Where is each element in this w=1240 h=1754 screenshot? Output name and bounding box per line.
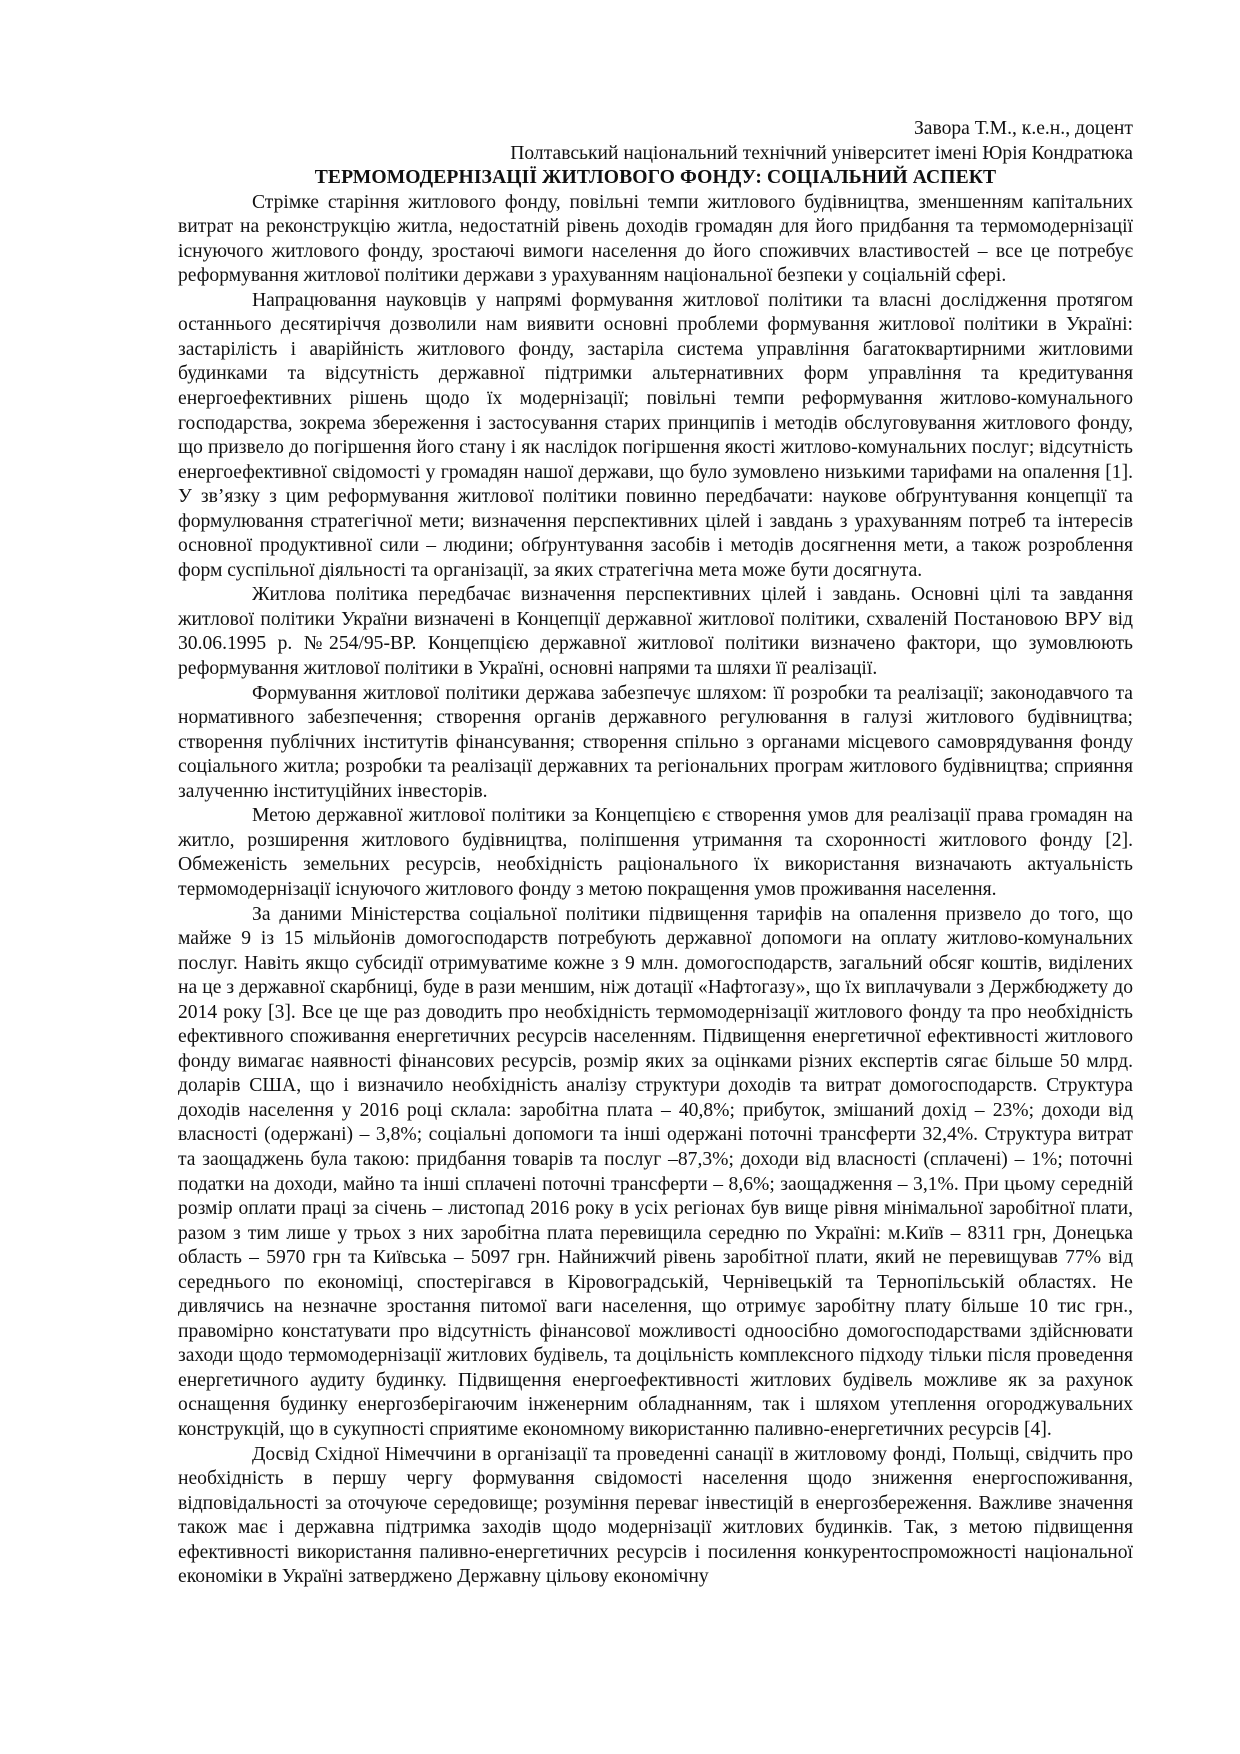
paragraph-6: За даними Міністерства соціальної політики підвищення тарифів на опалення призвело до того, що майже 9 із 15 мільйонів домогосподарств потребують державної допомоги на оплату житлово-комунальних послуг. Навіть якщо субсидії отримуватиме кожне з 9 млн. домогосподарств, загальний обсяг коштів, виділених на це з державної скарбниці, буде в рази меншим, ніж дотації «Нафтогазу», що їх виплачували з Держбюджету до 2014 року [3]. Все це ще раз доводить про необхідність термомодернізації житлового фонду та про необхідність ефективного споживання енергетичних ресурсів населенням. Підвищення енергетичної ефективності житлового фонду вимагає наявності фінансових ресурсів, розмір яких за оцінками різних експертів сягає більше 50 млрд. доларів США, що і визначило необхідність аналізу структури доходів та витрат домогосподарств. Структура доходів населення у 2016 році склала: заробітна плата – 40,8%; прибуток, змішаний дохід – 23%; доходи від власності (одержані) – 3,8%; соціальні допомоги та інші одержані поточні трансферти 32,4%. Структура витрат та заощаджень була такою: придбання товарів та послуг –87,3%; доходи від власності (сплачені) – 1%; поточні податки на доходи, майно та інші сплачені поточні трансферти – 8,6%; заощадження – 3,1%. При цьому середній розмір оплати праці за січень – листопад 2016 року в усіх регіонах був вище рівня мінімальної заробітної плати, разом з тим лише у трьох з них заробітна плата перевищила середню по Україні: м.Київ – 8311 грн, Донецька область – 5970 грн та Київська – 5097 грн. Найнижчий рівень заробітної плати, який не перевищував 77% від середнього по економіці, спостерігався в Кіровоградській, Чернівецькій та Тернопільській областях. Не дивлячись на незначне зростання питомої ваги населення, що отримує заробітну плату більше 10 тис грн., правомірно констатувати про відсутність фінансової можливості одноосібно домогосподарствами здійснювати заходи щодо термомодернізації житлових будівель, та доцільність комплексного підходу тільки після проведення енергетичного аудиту будинку. Підвищення енергоефективності житлових будівель можливе як за рахунок оснащення будинку енергозберігаючим інженерним обладнанням, так і шляхом утеплення огороджувальних конструкцій, що в сукупності сприятиме економному використанню паливно-енергетичних ресурсів [4]. — [178, 903, 1133, 1440]
paragraph-7: Досвід Східної Німеччини в організації та проведенні санації в житловому фонді, Польщі, свідчить про необхідність в першу чергу формування свідомості населення щодо зниження енергоспоживання, відповідальності за оточуюче середовище; розуміння переваг інвестицій в енергозбереження. Важливе значення також має і державна підтримка заходів щодо модернізації житлових будинків. Так, з метою підвищення ефективності використання паливно-енергетичних ресурсів і посилення конкурентоспроможності національної економіки в Україні затверджено Державну цільову економічну — [178, 1443, 1133, 1588]
affiliation-line: Полтавський національний технічний університет імені Юрія Кондратюка — [510, 142, 1133, 164]
paragraph-2: Напрацювання науковців у напрямі формування житлової політики та власні дослідження протягом останнього десятиріччя дозволили нам виявити основні проблеми формування житлової політики в Україні: застарілість і аварійність житлового фонду, застаріла система управління багатоквартирними житловими будинками та відсутність державної підтримки альтернативних форм управління та кредитування енергоефективних рішень щодо їх модернізації; повільні темпи реформування житлово-комунального господарства, зокрема збереження і застосування старих принципів і методів обслуговування житлового фонду, що призвело до погіршення його стану і як наслідок погіршення якості житлово-комунальних послуг; відсутність енергоефективної свідомості у громадян нашої держави, що було зумовлено низькими тарифами на опалення [1]. У зв’язку з цим реформування житлової політики повинно передбачати: наукове обґрунтування концепції та формулювання стратегічної мети; визначення перспективних цілей і завдань з урахуванням потреб та інтересів основної продуктивної сили – людини; обґрунтування засобів і методів досягнення мети, а також розроблення форм суспільної діяльності та організації, за яких стратегічна мета може бути досягнута. — [178, 289, 1133, 581]
paragraph-5: Метою державної житлової політики за Концепцією є створення умов для реалізації права громадян на житло, розширення житлового будівництва, поліпшення утримання та схоронності житлового фонду [2]. Обмеженість земельних ресурсів, необхідність раціонального їх використання визначають актуальність термомодернізації існуючого житлового фонду з метою покращення умов проживання населення. — [178, 805, 1133, 900]
document-page — [178, 117, 1133, 1590]
paragraph-1: Стрімке старіння житлового фонду, повільні темпи житлового будівництва, зменшенням капітальних витрат на реконструкцію житла, недостатній рівень доходів громадян для його придбання та термомодернізації існуючого житлового фонду, зростаючі вимоги населення до його споживчих властивостей – все це потребує реформування житлової політики держави з урахуванням національної безпеки у соціальній сфері. — [178, 191, 1133, 287]
paper-title: ТЕРМОМОДЕРНІЗАЦІЇ ЖИТЛОВОГО ФОНДУ: СОЦІАЛЬНИЙ АСПЕКТ — [314, 167, 997, 189]
paragraph-4: Формування житлової політики держава забезпечує шляхом: її розробки та реалізації; законодавчого та нормативного забезпечення; створення органів державного регулювання в галузі житлового будівництва; створення публічних інститутів фінансування; створення спільно з органами місцевого самоврядування фонду соціального житла; розробки та реалізації державних та регіональних програм житлового будівництва; сприяння залученню інституційних інвесторів. — [178, 682, 1133, 802]
paragraph-3: Житлова політика передбачає визначення перспективних цілей і завдань. Основні цілі та завдання житлової політики України визначені в Концепції державної житлової політики, схваленій Постановою ВРУ від 30.06.1995 р. №254/95-ВР. Концепцією державної житлової політики визначено фактори, що зумовлюють реформування житлової політики в Україні, основні напрями та шляхи її реалізації. — [178, 584, 1133, 680]
author-line: Завора Т.М., к.е.н., доцент — [913, 118, 1133, 139]
